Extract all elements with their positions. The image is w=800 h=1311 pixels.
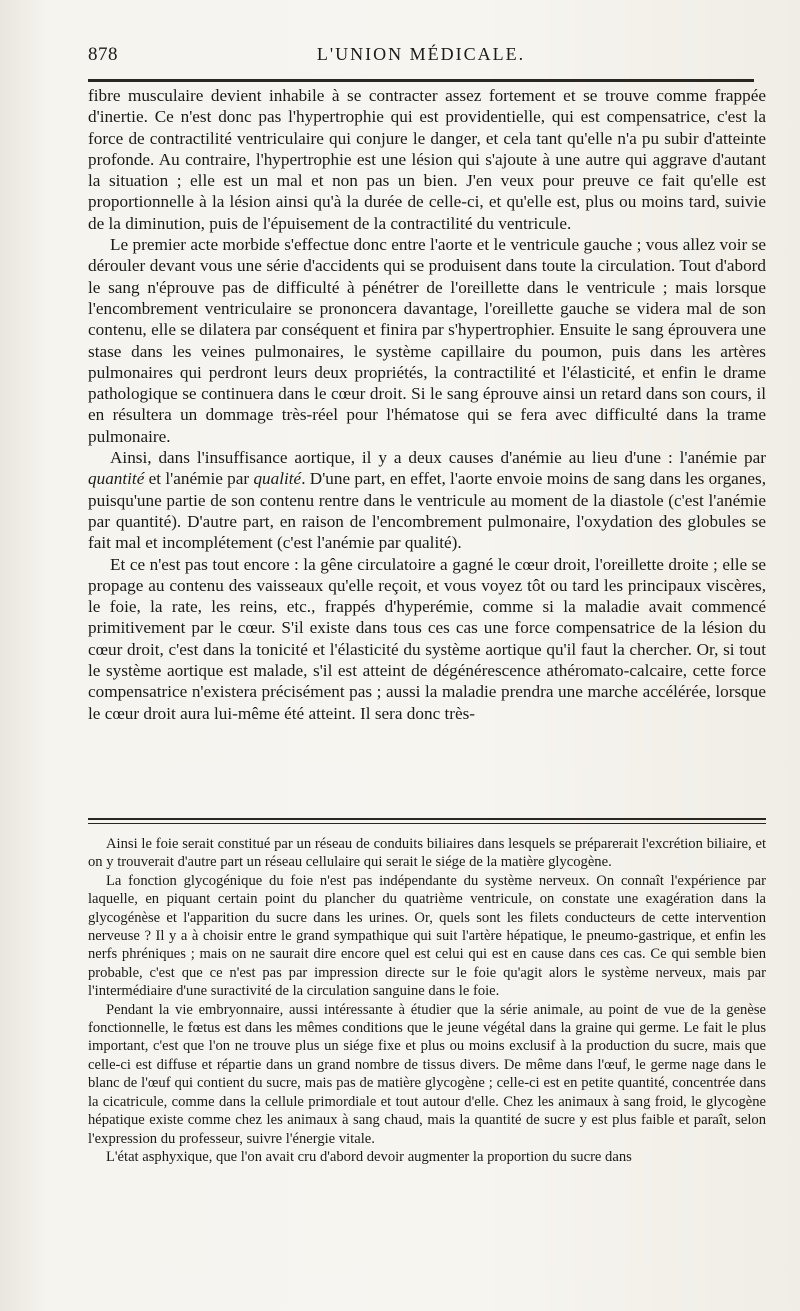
emphasis-quantite: quantité [88, 469, 145, 489]
footnote [88, 835, 766, 1166]
paragraph-2: Le premier acte morbide s'effectue donc entre l'aorte et le ventricule gauche ; vous allez voir se dérouler devant vous une série d'accidents qui se produisent dans toute la circulation. Tout d'abord le sang n'éprouve pas de difficulté à pénétrer de l'oreillette dans le ventricule ; mais lorsque l'encombrement ventriculaire se prononcera davantage, l'oreillette gauche se videra mal de son contenu, elle se dilatera par conséquent et finira par s'hypertrophier. Ensuite le sang éprouvera une stase dans les veines pulmonaires, le système capillaire du poumon, puis dans les artères pulmonaires qui perdront leurs deux propriétés, la contractilité et l'élasticité, et enfin le drame pathologique se continuera dans le cœur droit. Si le sang éprouve ainsi un retard dans son cours, il en résultera un dommage très-réel pour l'hématose qui se fera avec difficulté dans la trame pulmonaire. [88, 235, 766, 446]
header-rule [88, 79, 754, 82]
footnote-rule-thin [88, 823, 766, 824]
paragraph-3-part-c: . D'une part, en effet, l'aorte envoie moins de sang dans les organes, puisqu'une partie de son contenu rentre dans le ventricule au moment de la diastole (c'est l'anémie par quantité). D'autre part, en raison de l'encombrement pulmonaire, l'oxydation des globules se fait mal et incomplétement (c'est l'anémie par qualité). [88, 469, 767, 553]
page-header [88, 44, 754, 78]
running-head: L'UNION MÉDICALE. [316, 44, 526, 64]
paragraph-4: Et ce n'est pas tout encore : la gêne circulatoire a gagné le cœur droit, l'oreillette droite ; elle se propage au contenu des vaisseaux qu'elle reçoit, et vous voyez tôt ou tard les principaux viscères, le foie, la rate, les reins, etc., frappés d'hyperémie, comme si la maladie avait commencé primitivement par le cœur. S'il existe dans tous ces cas une force compensatrice de la lésion du cœur droit, c'est dans la tonicité et l'élasticité du système aortique qu'il faut la chercher. Or, si tout le système aortique est malade, s'il est atteint de dégénérescence athéromato-calcaire, cette force compensatrice n'existera précisément pas ; aussi la maladie prendra une marche accélérée, lorsque le cœur droit aura lui-même été atteint. Il sera donc très- [88, 554, 766, 723]
footnote-rule-thick [88, 818, 766, 820]
paragraph-3-part-b: et l'anémie par [148, 469, 250, 489]
page-number: 878 [88, 44, 118, 65]
footnote-paragraph-1: Ainsi le foie serait constitué par un réseau de conduits biliaires dans lesquels se préparerait l'excrétion biliaire, et on y trouverait d'autre part un réseau cellulaire qui serait le siége de la matière glycogène. [88, 836, 766, 871]
footnote-paragraph-3: Pendant la vie embryonnaire, aussi intéressante à étudier que la série animale, au point de vue de la genèse fonctionnelle, le fœtus est dans les mêmes conditions que le jeune végétal dans la graine qui germe. Le fait le plus important, c'est que l'on ne trouve plus un siége fixe et plus ou moins exclusif à la production du sucre, mais que celle-ci est diffuse et répartie dans un grand nombre de tissus divers. De même dans l'œuf, le germe nage dans le blanc de l'œuf qui contient du sucre, mais pas de matière glycogène ; celle-ci est en petite quantité, concentrée dans la cicatricule, comme dans la cellule primordiale et tout autour d'elle. Chez les animaux à sang froid, le glycogène hépatique existe comme chez les animaux à sang chaud, mais la quantité de sucre y est plus faible et paraît, selon l'expression du professeur, suivre l'énergie vitale. [88, 1001, 766, 1147]
footnote-paragraph-4: L'état asphyxique, que l'on avait cru d'abord devoir augmenter la proportion du sucre dans [106, 1148, 632, 1165]
footnote-paragraph-2: La fonction glycogénique du foie n'est pas indépendante du système nerveux. On connaît l'expérience par laquelle, en piquant certain point du plancher du quatrième ventricule, on constate une exagération dans la glycogénèse et l'apparition du sucre dans les urines. Or, quels sont les filets conducteurs de cette intervention nerveuse ? Il y a à choisir entre le grand sympathique qui suit l'artère hépatique, le pneumo-gastrique, et enfin les nerfs phréniques ; mais on ne saurait dire encore quel est celui qui est en cause dans ces cas. Ce qui semble bien probable, c'est que ce n'est pas par impression directe sur le foie qu'agit alors le système nerveux, mais par l'intermédiaire d'une suractivité de la circulation sanguine dans le foie. [88, 872, 766, 1000]
main-text [88, 85, 766, 724]
paragraph-3-part-a: Ainsi, dans l'insuffisance aortique, il y a deux causes d'anémie au lieu d'une : l'anémie par [110, 448, 766, 468]
emphasis-qualite: qualité [253, 469, 302, 489]
paragraph-1: fibre musculaire devient inhabile à se contracter assez fortement et se trouve comme frappée d'inertie. Ce n'est donc pas l'hypertrophie qui est providentielle, qui est compensatrice, c'est la force de contractilité ventriculaire qui conjure le danger, et cela tant qu'elle n'a pu subir d'atteinte profonde. Au contraire, l'hypertrophie est une lésion qui s'ajoute à une autre qui aggrave d'autant la situation ; elle est un mal et non pas un bien. J'en veux pour preuve ce fait qu'elle est proportionnelle à la lésion ainsi qu'à la durée de celle-ci, et qu'elle est, plus ou moins tard, suivie de la diminution, puis de l'épuisement de la contractilité du ventricule. [88, 86, 766, 233]
paragraph-3 [88, 447, 766, 553]
footnote-rule [88, 818, 766, 824]
